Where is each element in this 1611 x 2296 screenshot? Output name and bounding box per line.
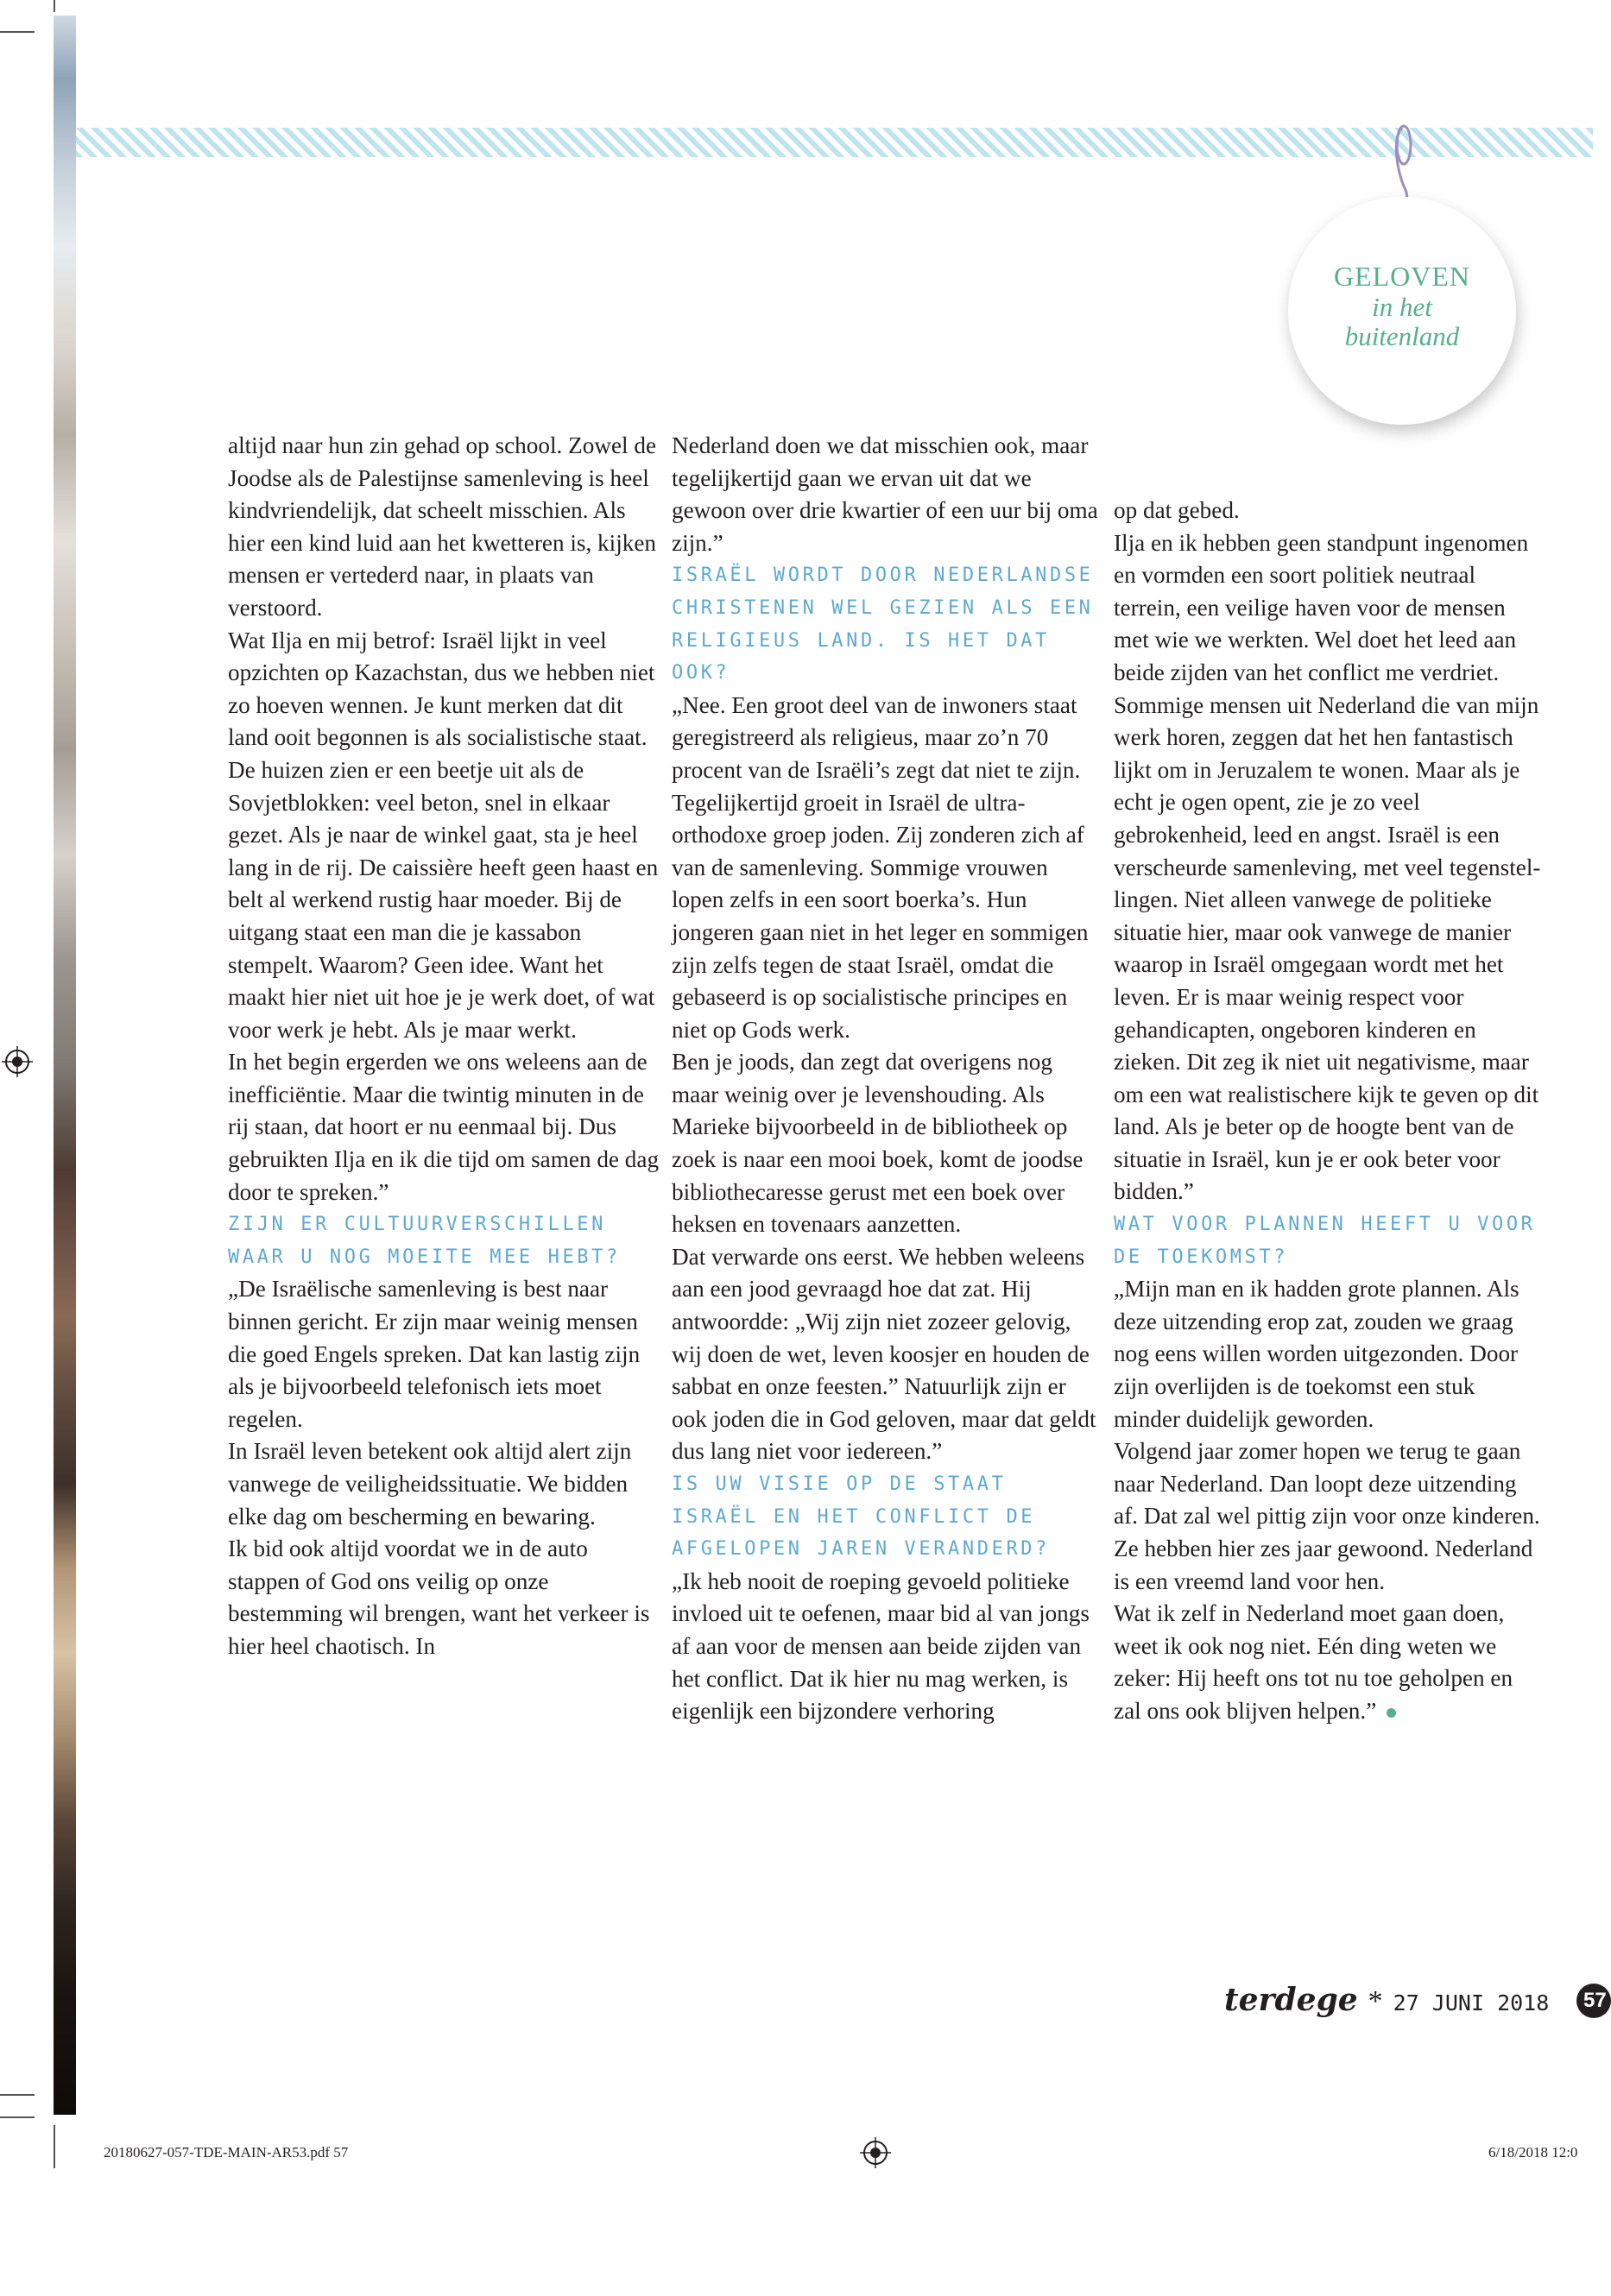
paragraph-last [1114, 1598, 1545, 1727]
registration-mark-icon [860, 2137, 891, 2168]
paragraph: Tegelijkertijd groeit in Israël de ultraorthodoxe groep joden. Zij zonderen zich af van de samenleving. Sommige vrouwen lopen zelfs in een soort boerka’s. Hun jongeren gaan niet in het leger en sommigen zijn zelfs tegen de staat Israël, omdat die gebaseerd is op socialistische principes en niet op Gods werk. [672, 789, 1089, 1043]
tag-subtitle-2: buitenland [1344, 321, 1460, 351]
paragraph: „Nee. Een groot deel van de inwoners staat geregistreerd als religieus, maar zo’n 70 procent van de Israëli’s zegt dat niet te zijn. [672, 691, 1081, 783]
page-number: 57 [1576, 1984, 1611, 2018]
section-tag [1288, 197, 1516, 425]
paragraph: „Mijn man en ik hadden grote plannen. Als deze uitzending erop zat, zouden we graag nog eens willen worden uitgezonden. Door zijn overlijden is de toekomst een stuk minder duidelijk geworden. [1114, 1276, 1519, 1432]
closing-text: Wat ik zelf in Nederland moet gaan doen, weet ik ook nog niet. Eén ding weten we zeker: Hij heeft ons tot nu toe geholpen en zal ons ook blijven helpen.” [1114, 1600, 1513, 1724]
article-column-3 [1114, 495, 1545, 1728]
question-heading: ISRAËL WORDT DOOR NEDERLANDSE CHRISTENEN WEL GEZIEN ALS EEN RELIGIEUS LAND. IS HET DAT OOK? [672, 565, 1094, 684]
end-dot-icon [1387, 1708, 1396, 1718]
paragraph: Wat Ilja en mij betrof: Israël lijkt in veel opzichten op Kazachstan, dus we hebben niet zo hoeven wennen. Je kunt merken dat dit land ooit begonnen is als socialistische staat. De huizen zien er een beetje uit als de Sovjetblokken: veel beton, snel in elkaar gezet. Als je naar de winkel gaat, sta je heel lang in de rij. De caissière heeft geen haast en belt al werkend rustig haar moeder. Bij de uitgang staat een man die je kassabon stempelt. Waarom? Geen idee. Want het maakt hier niet uit hoe je je werk doet, of wat voor werk je hebt. Als je maar werkt. [228, 627, 659, 1043]
paragraph: Ik bid ook altijd voordat we in de auto stappen of God ons veilig op onze bestemming wil brengen, want het verkeer is hier heel chaotisch. In [228, 1536, 650, 1659]
file-slug: 20180627-057-TDE-MAIN-AR53.pdf 57 [104, 2144, 349, 2160]
paragraph: Volgend jaar zomer hopen we terug te gaan naar Nederland. Dan loopt deze uitzending af. Dat zal wel pittig zijn voor onze kinderen. Ze hebben hier zes jaar gewoond. Nederland is een vreemd land voor hen. [1114, 1438, 1540, 1594]
paragraph: Dat verwarde ons eerst. We hebben weleens aan een jood gevraagd hoe dat zat. Hij antwoordde: „Wij zijn niet zozeer gelovig, wij doen de wet, leven koosjer en houden de sabbat en onze feesten.” Natuurlijk zijn er ook joden die in God geloven, maar dat geldt dus lang niet voor iedereen.” [672, 1243, 1096, 1465]
tag-subtitle-1: in het [1372, 292, 1432, 322]
paragraph: In Israël leven betekent ook altijd alert zijn vanwege de veiligheidssituatie. We bidden elke dag om bescherming en bewaring. [228, 1438, 632, 1530]
question-heading: WAT VOOR PLANNEN HEEFT U VOOR DE TOEKOMST? [1114, 1214, 1536, 1268]
paragraph: Ben je joods, dan zegt dat overigens nog maar weinig over je levenshouding. Als Marieke bijvoorbeeld in de bibliotheek op zoek is naar een mooi boek, komt de joodse bibliothecaresse gerust met een boek over heksen en tovenaars aanzetten. [672, 1049, 1083, 1238]
paragraph: op dat gebed. [1114, 497, 1240, 523]
crop-mark [54, 2125, 55, 2168]
question-heading: IS UW VISIE OP DE STAAT ISRAËL EN HET CONFLICT DE AFGELOPEN JAREN VERANDERD? [672, 1473, 1050, 1561]
asterisk-icon: * [1368, 1985, 1383, 2017]
photo-strip [54, 16, 76, 2115]
article-column-1 [228, 430, 660, 1663]
page-footer [1224, 1982, 1587, 2025]
paragraph: „Ik heb nooit de roeping gevoeld politieke invloed uit te oefenen, maar bid al van jongs af aan voor de mensen aan beide zijden van het conflict. Dat ik hier nu mag werken, is eigenlijk een bijzondere verhoring [672, 1567, 1090, 1725]
print-timestamp: 6/18/2018 12:0 [1488, 2144, 1578, 2160]
registration-mark-icon [2, 1046, 33, 1077]
paragraph: In het begin ergerden we ons weleens aan de inefficiëntie. Maar die twintig minuten in de rij staan, dat hoort er nu eenmaal bij. Dus gebruikten Ilja en ik die tijd om samen de dag door te spreken.” [228, 1049, 660, 1205]
crop-mark [0, 2094, 35, 2096]
question-heading: ZIJN ER CULTUURVERSCHILLEN WAAR U NOG MOEITE MEE HEBT? [228, 1214, 621, 1268]
paragraph: altijd naar hun zin gehad op school. Zowel de Joodse als de Palestijnse samenleving is heel kindvriendelijk, dat scheelt misschien. Als hier een kind luid aan het kwetteren is, kijken mensen er vertederd naar, in plaats van verstoord. [228, 432, 657, 621]
crop-mark [0, 2116, 35, 2118]
paragraph: Ilja en ik hebben geen standpunt ingenomen en vormden een soort politiek neutraal terrein, een veilige haven voor de mensen met wie we werkten. Wel doet het leed aan beide zijden van het conflict me verdriet. Sommige mensen uit Nederland die van mijn werk horen, zeggen dat het hen fantastisch lijkt om in Jeruzalem te wonen. Maar als je echt je ogen opent, zie je zo veel gebrokenheid, leed en angst. Israël is een verscheurde samenleving, met veel tegenstellingen. Niet alleen vanwege de politieke situatie hier, maar ook vanwege de manier waarop in Israël omgegaan wordt met het leven. Er is maar weinig respect voor gehandicapten, ongeboren kinderen en zieken. Dit zeg ik niet uit negativisme, maar om een wat realistischere kijk te geven op dit land. Als je beter op de hoogte bent van de situatie in Israël, kun je er ook beter voor bidden.” [1114, 529, 1541, 1205]
paragraph: „De Israëlische samenleving is best naar binnen gericht. Er zijn maar weinig mensen die goed Engels spreken. Dat kan lastig zijn als je bijvoorbeeld telefonisch iets moet regelen. [228, 1276, 641, 1432]
magazine-logo: terdege [1224, 1982, 1358, 2018]
paragraph: Nederland doen we dat misschien ook, maar tegelijkertijd gaan we ervan uit dat we gewoon over drie kwartier of een uur bij oma zijn.” [672, 432, 1098, 556]
issue-date: 27 JUNI 2018 [1393, 1990, 1550, 2015]
tag-title: GELOVEN [1333, 261, 1471, 292]
article-column-2 [672, 430, 1103, 1728]
